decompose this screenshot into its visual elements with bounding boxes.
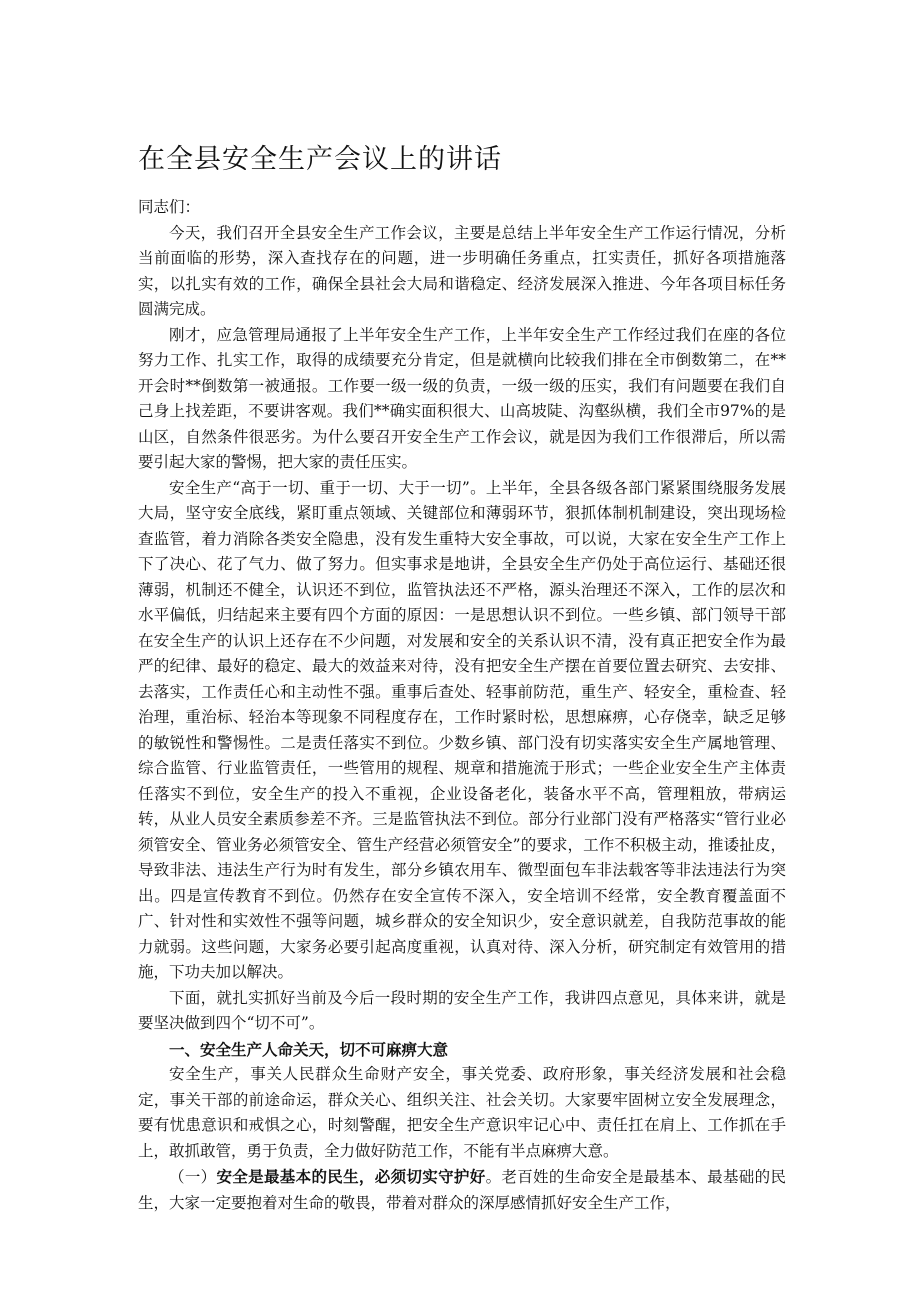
subsection-text: 。老百姓的生命安全是最基本、最基础的民生，大家一定要抱着对生命的敬畏，带着对群众的深厚感情抓好安全生产工作， — [138, 1168, 786, 1212]
section-heading-1: 一、安全生产人命关天，切不可麻痹大意 — [169, 1039, 449, 1059]
paragraph-transition: 下面，就扎实抓好当前及今后一段时期的安全生产工作，我讲四点意见，具体来讲，就是要坚决做到四个“切不可”。 — [138, 988, 786, 1032]
document-title: 在全县安全生产会议上的讲话 — [138, 144, 502, 175]
paragraph-problems: 安全生产“高于一切、重于一切、大于一切”。上半年，全县各级各部门紧紧围绕服务发展大局，坚守安全底线，紧盯重点领域、关键部位和薄弱环节，狠抓体制机制建设，突出现场检查监管，着力消除各类安全隐患，没有发生重特大安全事故，可以说，大家在安全生产工作上下了决心、花了气力、做了努力。但实事求是地讲，全县安全生产仍处于高位运行、基础还很薄弱，机制还不健全，认识还不到位，监管执法还不严格，源头治理还不深入，工作的层次和水平偏低，归结起来主要有四个方面的原因：一是思想认识不到位。一些乡镇、部门领导干部在安全生产的认识上还存在不少问题，对发展和安全的关系认识不清，没有真正把安全作为最严的纪律、最好的稳定、最大的效益来对待，没有把安全生产摆在首要位置去研究、去安排、去落实，工作责任心和主动性不强。重事后查处、轻事前防范，重生产、轻安全，重检查、轻治理，重治标、轻治本等现象不同程度存在，工作时紧时松，思想麻痹，心存侥幸，缺乏足够的敏锐性和警惕性。二是责任落实不到位。少数乡镇、部门没有切实落实安全生产属地管理、综合监管、行业监管责任，一些管用的规程、规章和措施流于形式；一些企业安全生产主体责任落实不到位，安全生产的投入不重视，企业设备老化，装备水平不高，管理粗放，带病运转，从业人员安全素质参差不齐。三是监管执法不到位。部分行业部门没有严格落实“管行业必须管安全、管业务必须管安全、管生产经营必须管安全”的要求，工作不积极主动，推诿扯皮，导致非法、违法生产行为时有发生，部分乡镇农用车、微型面包车非法载客等非法违法行为突出。四是宣传教育不到位。仍然存在安全宣传不深入，安全培训不经常，安全教育覆盖面不广、针对性和实效性不强等问题，城乡群众的安全知识少，安全意识就差，自我防范事故的能力就弱。这些问题，大家务必要引起高度重视，认真对待、深入分析，研究制定有效管用的措施，下功夫加以解决。 — [138, 478, 786, 981]
document-page — [138, 140, 786, 1216]
subsection-number: （一） — [169, 1168, 217, 1186]
paragraph-section-1: 安全生产，事关人民群众生命财产安全，事关党委、政府形象，事关经济发展和社会稳定，事关干部的前途命运，群众关心、组织关注、社会关切。大家要牢固树立安全发展理念，要有忧患意识和戒惧之心，时刻警醒，把安全生产意识牢记心中、责任扛在肩上、工作抓在手上，敢抓敢管，勇于负责，全力做好防范工作，不能有半点麻痹大意。 — [138, 1065, 786, 1160]
paragraph-situation: 刚才，应急管理局通报了上半年安全生产工作，上半年安全生产工作经过我们在座的各位努力工作、扎实工作，取得的成绩要充分肯定，但是就横向比较我们排在全市倒数第二，在**开会时**倒数第一被通报。工作要一级一级的负责，一级一级的压实，我们有问题要在我们自己身上找差距，不要讲客观。我们**确实面积很大、山高坡陡、沟壑纵横，我们全市97%的是山区，自然条件很恶劣。为什么要召开安全生产工作会议，就是因为我们工作很滞后，所以需要引起大家的警惕，把大家的责任压实。 — [138, 325, 786, 471]
subsection-heading: 安全是最基本的民生，必须切实守护好 — [216, 1167, 486, 1186]
paragraph-opening: 今天，我们召开全县安全生产工作会议，主要是总结上半年安全生产工作运行情况，分析当前面临的形势，深入查找存在的问题，进一步明确任务重点，扛实责任，抓好各项措施落实，以扎实有效的工作，确保全县社会大局和谐稳定、经济发展深入推进、今年各项目标任务圆满完成。 — [138, 223, 786, 318]
salutation: 同志们： — [138, 198, 201, 216]
paragraph-subsection-1 — [138, 1164, 786, 1216]
